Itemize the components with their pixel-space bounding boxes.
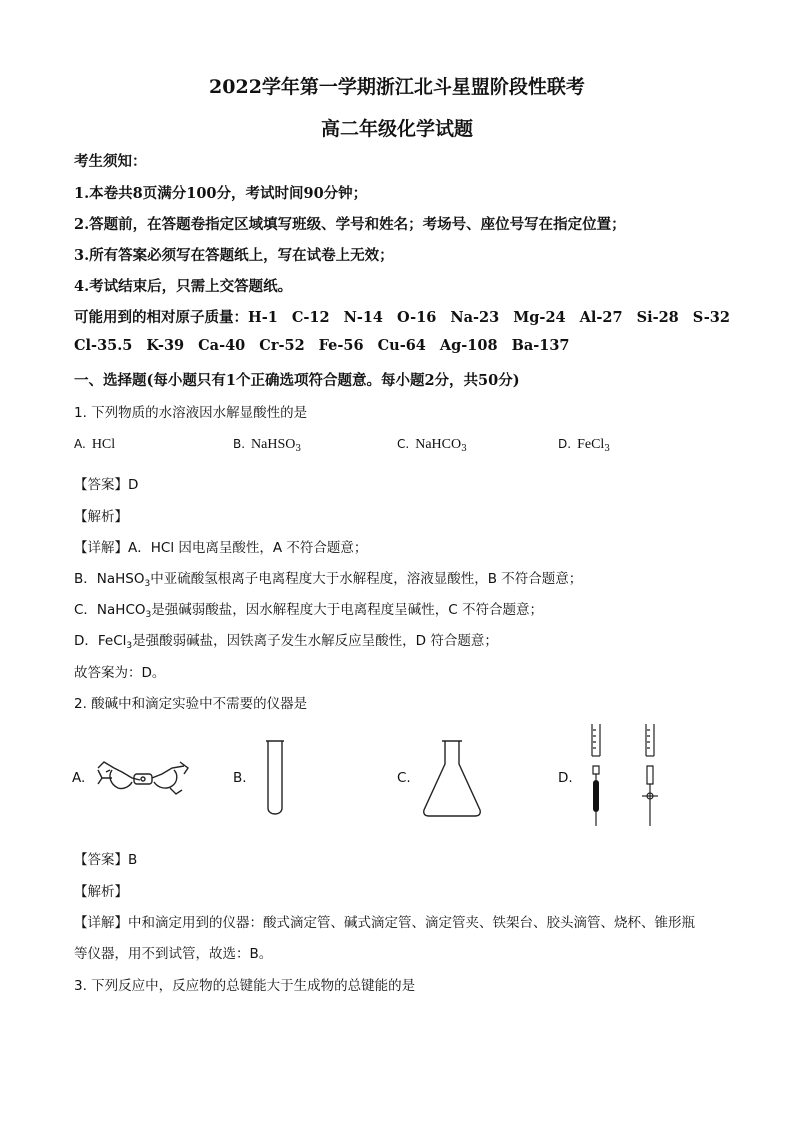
answer-tag: 【答案】 <box>74 852 128 868</box>
q1-detail-a <box>74 536 367 556</box>
q1-detail-b <box>74 567 582 587</box>
atomic-mass: Ca-40 <box>198 337 246 354</box>
subscript: 3 <box>126 641 133 651</box>
question-1-stem: 1. 下列物质的水溶液因水解显酸性的是 <box>74 405 308 421</box>
q2-detail-line2: 等仪器，用不到试管，故选：B。 <box>74 946 273 962</box>
atomic-mass: Ag-108 <box>439 337 498 354</box>
burette-clamp-icon <box>92 748 192 808</box>
atomic-mass: Mg-24 <box>513 309 566 326</box>
detail-text: A．HCl 因电离呈酸性，A 不符合题意； <box>128 540 368 556</box>
answer-tag: 【答案】 <box>74 477 128 493</box>
atomic-mass: K-39 <box>146 337 185 354</box>
atomic-mass: N-14 <box>343 309 384 326</box>
detail-text: 中亚硫酸氢根离子电离程度大于水解程度，溶液显酸性，B 不符合题意； <box>150 571 583 587</box>
option-text: FeCl <box>577 437 605 452</box>
answer-value: B <box>128 852 138 868</box>
atomic-masses-line1 <box>74 306 744 327</box>
q2-detail-line1 <box>74 911 695 931</box>
q2-answer <box>74 848 137 868</box>
q1-detail-d <box>74 629 498 649</box>
q1-option-b <box>233 436 301 453</box>
subscript: 3 <box>145 610 152 620</box>
q1-option-d <box>558 436 610 453</box>
q2-analysis-tag: 【解析】 <box>74 884 128 900</box>
q1-conclusion: 故答案为：D。 <box>74 665 166 681</box>
q1-option-a <box>74 436 115 453</box>
atomic-mass: Cl-35.5 <box>74 337 133 354</box>
q2-option-a-label: A. <box>72 770 86 786</box>
page-title: 2022学年第一学期浙江北斗星盟阶段性联考 <box>209 76 585 98</box>
question-2-stem: 2. 酸碱中和滴定实验中不需要的仪器是 <box>74 696 308 712</box>
option-text: NaHCO <box>415 437 462 452</box>
detail-text: 是强酸弱碱盐，因铁离子发生水解反应呈酸性，D 符合题意； <box>132 633 498 649</box>
atomic-mass: Al-27 <box>579 309 623 326</box>
notice-item: 2.答题前，在答题卷指定区域填写班级、学号和姓名；考场号、座位号写在指定位置； <box>74 216 626 233</box>
option-label: C. <box>397 437 410 451</box>
detail-text: 中和滴定用到的仪器：酸式滴定管、碱式滴定管、滴定管夹、铁架台、胶头滴管、烧杯、锥形瓶 <box>128 915 695 931</box>
atomic-label: 可能用到的相对原子质量： <box>74 309 248 326</box>
option-label: A. <box>74 437 86 451</box>
page-subtitle: 高二年级化学试题 <box>320 118 473 140</box>
notice-item: 3.所有答案必须写在答题纸上，写在试卷上无效； <box>74 247 394 264</box>
atomic-mass: Cr-52 <box>259 337 305 354</box>
subscript: 3 <box>295 444 302 454</box>
detail-text: B．NaHSO <box>74 571 145 587</box>
notice-item: 4.考试结束后，只需上交答题纸。 <box>74 278 293 295</box>
detail-text: 是强碱弱酸盐，因水解程度大于电离程度呈碱性，C 不符合题意； <box>151 602 543 618</box>
detail-tag: 【详解】 <box>74 540 128 556</box>
subscript: 3 <box>461 444 467 454</box>
subscript: 3 <box>144 579 151 589</box>
atomic-mass: Na-23 <box>450 309 500 326</box>
q1-analysis-tag: 【解析】 <box>74 509 128 525</box>
q1-detail-c <box>74 598 543 618</box>
detail-tag: 【详解】 <box>74 915 128 931</box>
subscript: 3 <box>604 444 611 454</box>
conical-flask-icon <box>420 738 484 818</box>
answer-value: D <box>128 477 139 493</box>
atomic-mass: H-1 <box>248 309 278 326</box>
atomic-mass: Cu-64 <box>377 337 426 354</box>
q1-answer <box>74 473 138 493</box>
atomic-mass: O-16 <box>397 309 437 326</box>
q2-option-d-label: D. <box>558 770 573 786</box>
atomic-mass: S-32 <box>692 309 730 326</box>
atomic-mass: C-12 <box>291 309 330 326</box>
detail-text: C．NaHCO <box>74 602 146 618</box>
test-tube-icon <box>264 738 286 818</box>
q2-option-b-label: B. <box>233 770 247 786</box>
section-heading: 一、选择题(每小题只有1个正确选项符合题意。每小题2分，共50分) <box>74 372 520 389</box>
atomic-masses-line2 <box>74 337 584 354</box>
notice-item: 1.本卷共8页满分100分，考试时间90分钟； <box>74 185 368 202</box>
option-text: HCl <box>91 437 116 452</box>
q1-option-c <box>397 436 467 453</box>
question-3-stem: 3. 下列反应中，反应物的总键能大于生成物的总键能的是 <box>74 978 416 994</box>
q2-option-c-label: C. <box>397 770 411 786</box>
option-label: D. <box>558 437 572 451</box>
option-label: B. <box>233 437 246 451</box>
burettes-icon <box>582 722 672 830</box>
atomic-mass: Si-28 <box>636 309 679 326</box>
notice-heading: 考生须知： <box>74 153 147 170</box>
atomic-mass: Ba-137 <box>511 337 570 354</box>
detail-text: D．FeCl <box>74 633 127 649</box>
atomic-mass: Fe-56 <box>318 337 364 354</box>
option-text: NaHSO <box>251 437 296 452</box>
